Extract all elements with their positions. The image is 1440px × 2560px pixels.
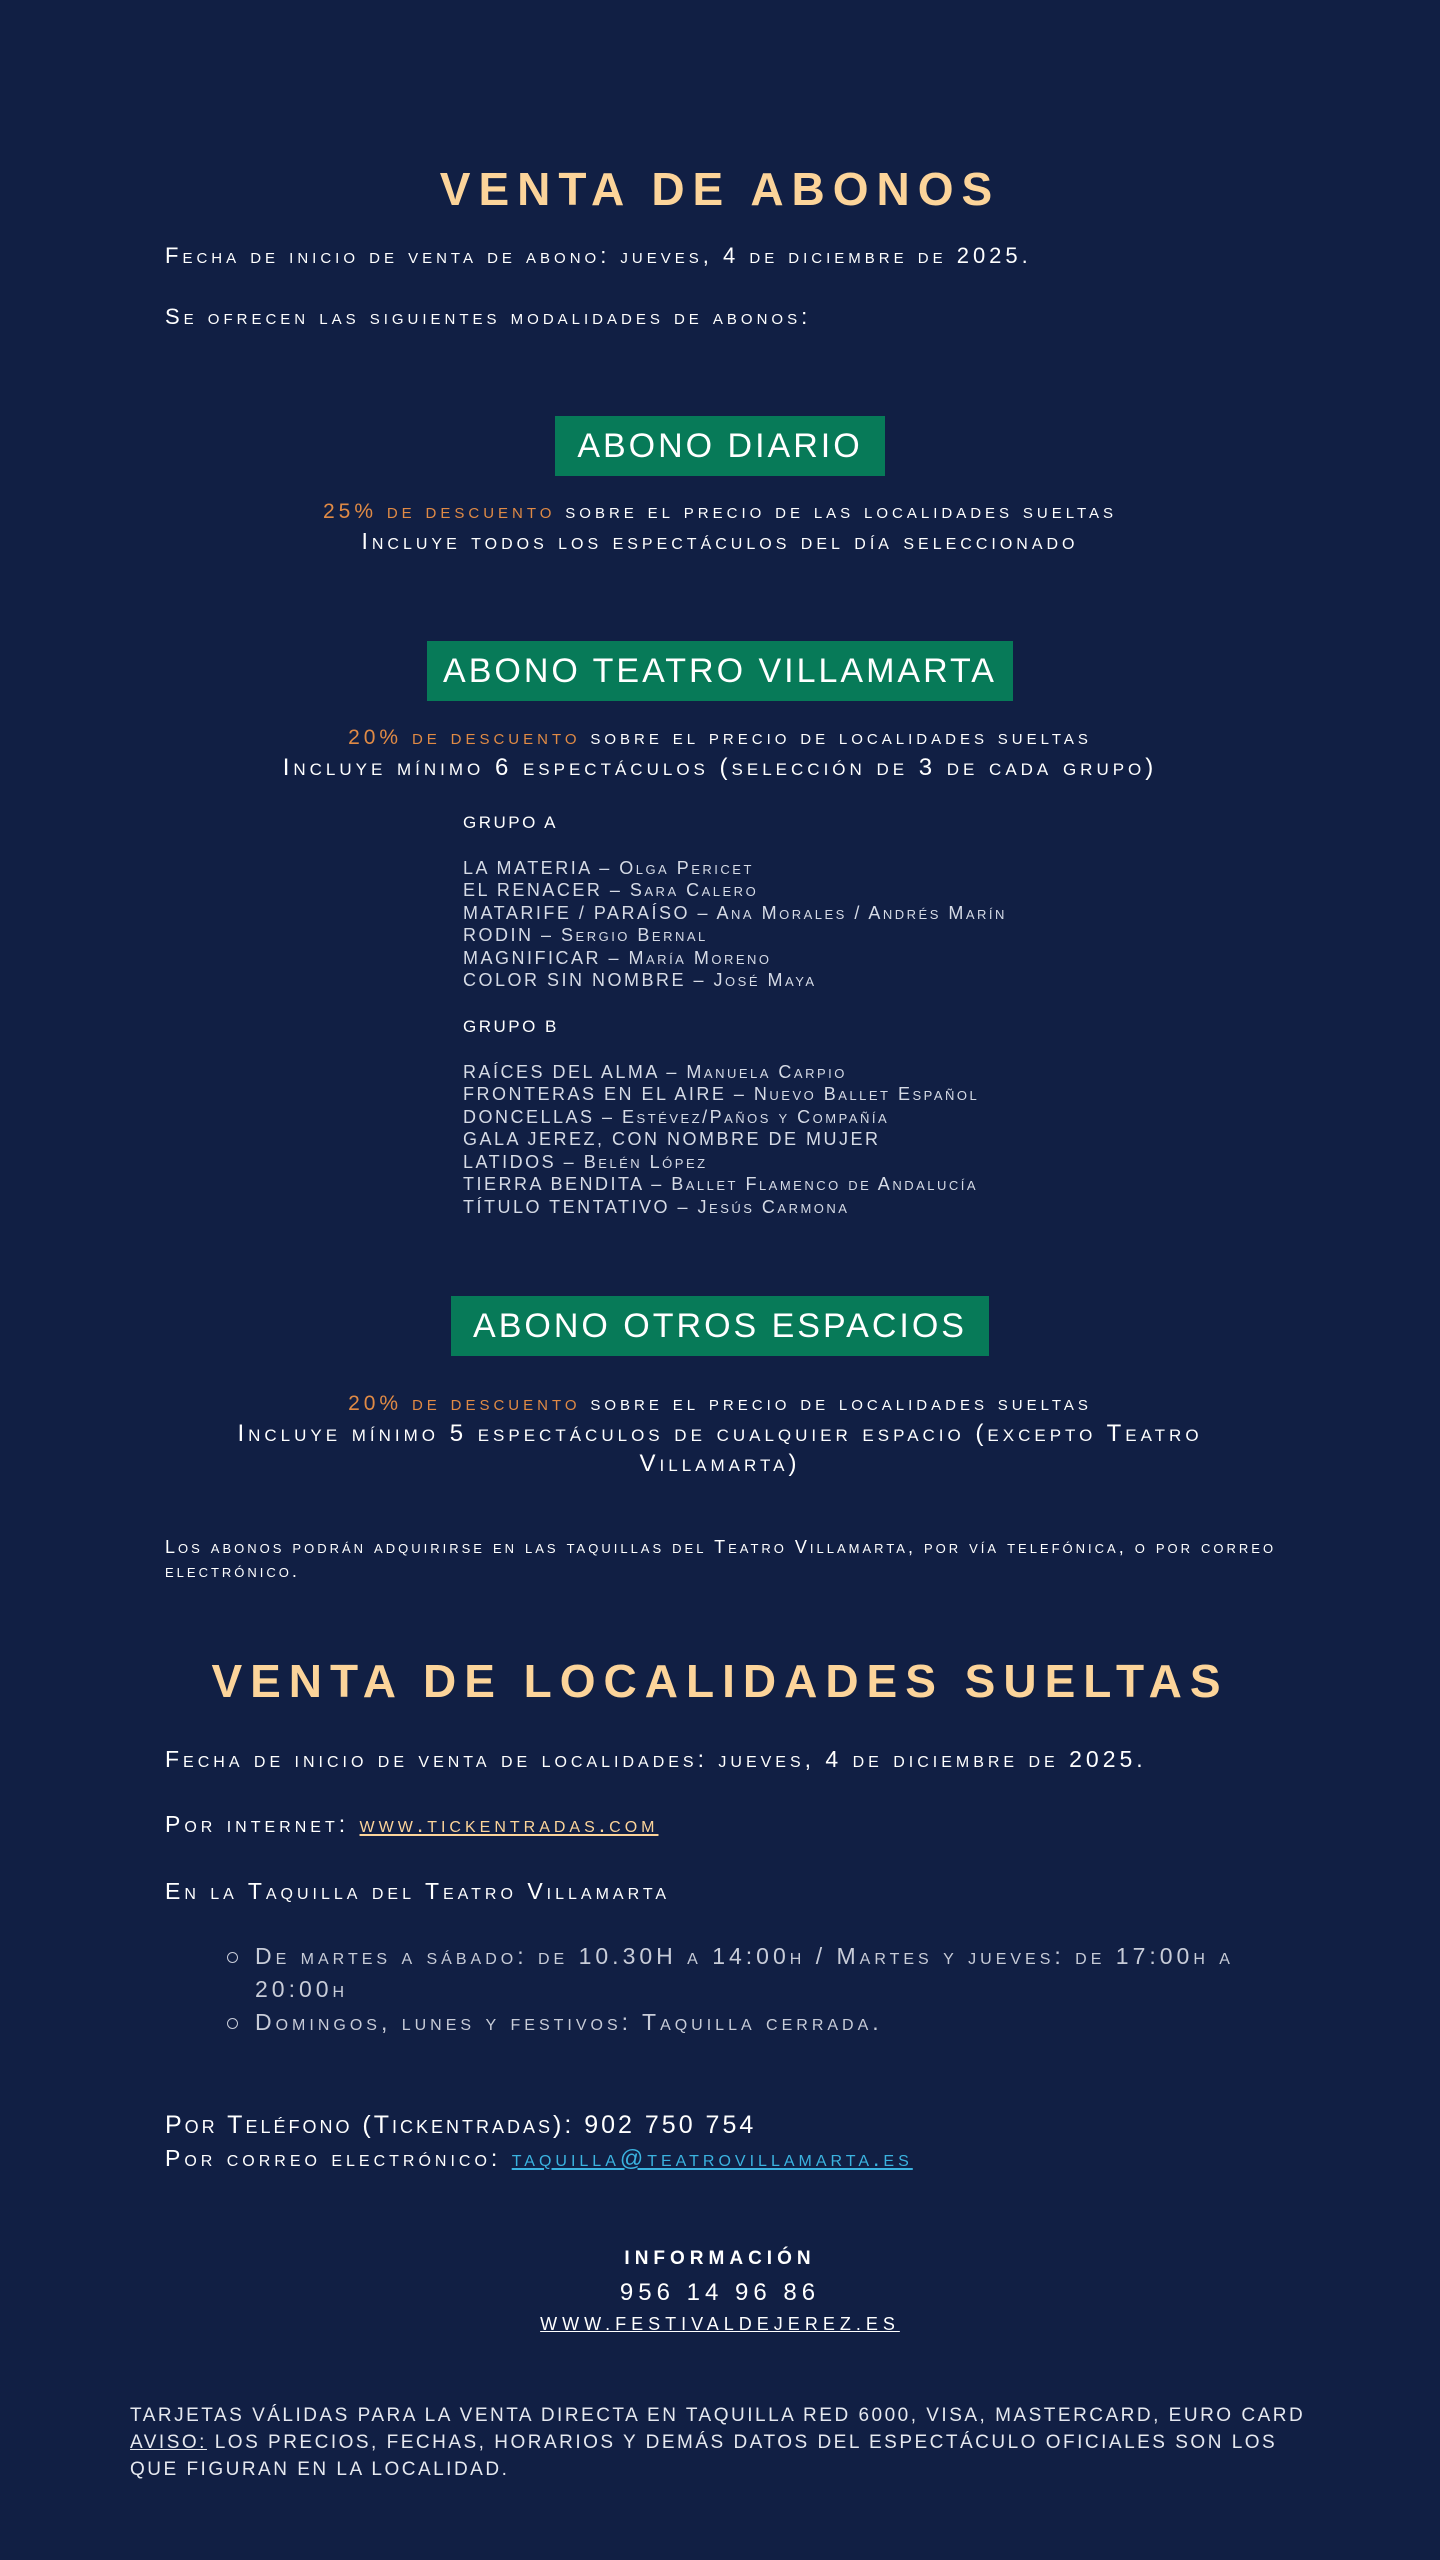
list-item: DONCELLAS – Estévez/Paños y Compañía [463,1106,890,1127]
abono-villamarta-header [0,641,1440,701]
festival-website-link[interactable]: WWW.FESTIVALDEJEREZ.ES [540,2314,900,2334]
abono-villamarta-includes: Incluye mínimo 6 espectáculos (selección de 3 de cada grupo) [282,754,1158,781]
list-item: MATARIFE / PARAÍSO – Ana Morales / Andrés Marín [463,902,1007,923]
discount-rest: sobre el precio de localidades sueltas [580,1392,1092,1415]
sueltas-title: VENTA DE LOCALIDADES SUELTAS [211,1655,1229,1707]
taquilla-label: En la Taquilla del Teatro Villamarta [165,1878,671,1904]
discount-highlight: 20% de descuento [348,726,581,749]
list-item: TIERRA BENDITA – Ballet Flamenco de Andalucía [463,1174,979,1194]
group-b-label: GRUPO B [463,1017,559,1036]
info-website-wrap [0,2314,1440,2335]
email-line [165,2145,913,2172]
list-item: RAÍCES DEL ALMA – Manuela Carpio [463,1061,847,1082]
list-item: FRONTERAS EN EL AIRE – Nuevo Ballet Español [463,1084,980,1104]
abono-otros-title: ABONO OTROS ESPACIOS [451,1296,989,1356]
abonos-purchase-note: Los abonos podrán adquirirse en las taquillas del Teatro Villamarta, por vía telefónica, o por correo electrónico. [165,1537,1277,1581]
list-item: COLOR SIN NOMBRE – José Maya [463,970,817,990]
group-b-list [463,1016,979,1218]
abonos-intro: Se ofrecen las siguientes modalidades de abonos: [165,304,812,329]
abono-diario-discount [0,500,1440,524]
phone-line: Por Teléfono (Tickentradas): 902 750 754 [165,2111,757,2139]
bullet-circle-icon [227,2018,238,2029]
abono-otros-header [0,1296,1440,1356]
abono-otros-includes-2: Villamarta) [639,1450,801,1477]
sueltas-start-date: Fecha de inicio de venta de localidades: jueves, 4 de diciembre de 2025. [165,1746,1147,1772]
abono-diario-includes: Incluye todos los espectáculos del día seleccionado [361,528,1079,554]
abono-diario-title: ABONO DIARIO [555,416,884,476]
internet-label: Por internet: [165,1811,360,1837]
discount-rest: sobre el precio de las localidades sueltas [555,500,1118,523]
list-item: EL RENACER – Sara Calero [463,880,759,900]
footer-cards: TARJETAS VÁLIDAS PARA LA VENTA DIRECTA EN TAQUILLA RED 6000, VISA, MASTERCARD, EURO CARD [130,2405,1306,2426]
abono-otros-includes-1: Incluye mínimo 5 espectáculos de cualquier espacio (excepto Teatro [237,1420,1203,1447]
list-item: MAGNIFICAR – María Moreno [463,947,772,968]
discount-rest: sobre el precio de localidades sueltas [580,726,1092,749]
list-item: TÍTULO TENTATIVO – Jesús Carmona [463,1196,850,1217]
hours-item: De martes a sábado: de 10.30H a 14:00h / Martes y jueves: de 17:00h a 20:00h [225,1940,1285,2006]
group-a-list [463,812,1007,992]
email-label: Por correo electrónico: [165,2145,512,2171]
abono-otros-discount [0,1392,1440,1416]
taquilla-hours-list [225,1940,1285,2039]
discount-highlight: 20% de descuento [348,1392,581,1415]
abono-villamarta-discount [0,726,1440,750]
list-item: GALA JEREZ, CON NOMBRE DE MUJER [463,1129,881,1149]
abono-diario-header [0,416,1440,476]
notice-text: LOS PRECIOS, FECHAS, HORARIOS Y DEMÁS DATOS DEL ESPECTÁCULO OFICIALES SON LOS QUE FIGURAN EN LA LOCALIDAD. [130,2432,1278,2480]
discount-highlight: 25% de descuento [322,500,556,523]
abonos-title: VENTA DE ABONOS [439,163,1001,215]
hours-item: Domingos, lunes y festivos: Taquilla cerrada. [225,2006,1285,2039]
info-label: INFORMACIÓN [624,2248,816,2269]
footer [130,2402,1310,2483]
footer-notice [130,2429,1310,2483]
group-a-label: GRUPO A [463,813,558,832]
notice-label: AVISO: [130,2432,207,2453]
info-phone: 956 14 96 86 [619,2279,821,2306]
list-item: RODIN – Sergio Bernal [463,925,708,945]
internet-line [165,1811,659,1838]
abono-villamarta-title: ABONO TEATRO VILLAMARTA [427,641,1013,701]
list-item: LATIDOS – Belén López [463,1151,708,1172]
list-item: LA MATERIA – Olga Pericet [463,857,754,878]
tickentradas-link[interactable]: www.tickentradas.com [359,1811,659,1837]
bullet-circle-icon [227,1952,238,1963]
abonos-start-date: Fecha de inicio de venta de abono: jueves, 4 de diciembre de 2025. [165,243,1032,268]
email-link[interactable]: taquilla@teatrovillamarta.es [511,2145,913,2171]
